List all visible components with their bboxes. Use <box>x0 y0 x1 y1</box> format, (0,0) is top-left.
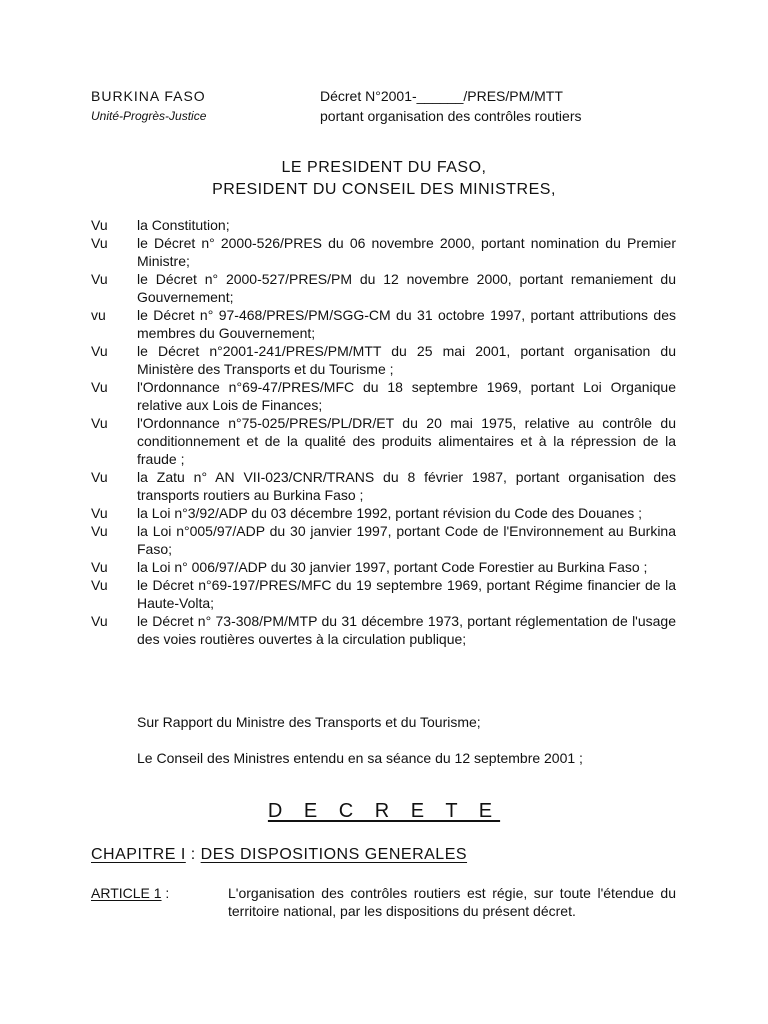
visa-text: l'Ordonnance n°69-47/PRES/MFC du 18 septembre 1969, portant Loi Organique relative aux Lois de Finances; <box>137 379 676 413</box>
decrete-heading: D E C R E T E <box>267 800 501 822</box>
visa-text: la Loi n° 006/97/ADP du 30 janvier 1997, portant Code Forestier au Burkina Faso ; <box>137 559 648 575</box>
visa-item <box>91 378 676 414</box>
chapter-label: CHAPITRE I <box>91 846 186 863</box>
decree-subject: portant organisation des contrôles routiers <box>320 108 582 124</box>
visa-label: Vu <box>91 505 108 521</box>
visa-label: Vu <box>91 613 108 629</box>
visa-text: la Loi n°005/97/ADP du 30 janvier 1997, portant Code de l'Environnement au Burkina Faso; <box>137 523 676 557</box>
visa-text: le Décret n°2001-241/PRES/PM/MTT du 25 mai 2001, portant organisation du Ministère des Transports et du Tourisme ; <box>137 343 676 377</box>
article-text: L'organisation des contrôles routiers est régie, sur toute l'étendue du territoire national, par les dispositions du présent décret. <box>228 885 676 919</box>
visa-text: le Décret n°69-197/PRES/MFC du 19 septembre 1969, portant Régime financier de la Haute-Volta; <box>137 577 676 611</box>
article-number: ARTICLE 1 <box>91 885 162 901</box>
visa-label: Vu <box>91 343 108 359</box>
visa-label: vu <box>91 307 106 323</box>
visa-item <box>91 522 676 558</box>
chapter-separator: : <box>185 846 201 863</box>
header-left <box>91 86 206 126</box>
visa-text: la Zatu n° AN VII-023/CNR/TRANS du 8 février 1987, portant organisation des transports routiers au Burkina Faso ; <box>137 469 676 503</box>
visa-label: Vu <box>91 523 108 539</box>
visa-item <box>91 612 676 648</box>
visa-label: Vu <box>91 469 108 485</box>
visa-item <box>91 216 676 234</box>
visa-item <box>91 414 676 468</box>
visa-item <box>91 468 676 504</box>
visa-label: Vu <box>91 559 108 575</box>
visa-text: le Décret n° 2000-526/PRES du 06 novembre 2000, portant nomination du Premier Ministre; <box>137 235 676 269</box>
visa-item <box>91 270 676 306</box>
visa-label: Vu <box>91 379 108 395</box>
chapter-heading <box>91 846 467 864</box>
visa-item <box>91 342 676 378</box>
country-name: BURKINA FASO <box>91 88 206 104</box>
article-label <box>91 884 228 920</box>
visa-label: Vu <box>91 415 108 431</box>
visa-item <box>91 576 676 612</box>
visas-list <box>91 216 676 648</box>
visa-text: le Décret n° 97-468/PRES/PM/SGG-CM du 31 octobre 1997, portant attributions des membres du Gouvernement; <box>137 307 676 341</box>
visa-text: le Décret n° 73-308/PM/MTP du 31 décembre 1973, portant réglementation de l'usage des voies routières ouvertes à la circulation publique; <box>137 613 676 647</box>
visa-text: l'Ordonnance n°75-025/PRES/PL/DR/ET du 20 mai 1975, relative au contrôle du conditionnement et de la qualité des produits alimentaires et à la répression de la fraude ; <box>137 415 676 467</box>
visa-label: Vu <box>91 217 108 233</box>
title-line-2: PRESIDENT DU CONSEIL DES MINISTRES, <box>212 181 556 198</box>
document-title <box>0 157 768 201</box>
visa-item <box>91 558 676 576</box>
visa-item <box>91 306 676 342</box>
visa-item <box>91 504 676 522</box>
title-line-1: LE PRESIDENT DU FASO, <box>281 159 487 176</box>
visa-label: Vu <box>91 271 108 287</box>
visa-text: la Constitution; <box>137 217 230 233</box>
council-paragraph: Le Conseil des Ministres entendu en sa séance du 12 septembre 2001 ; <box>137 750 583 766</box>
visa-text: la Loi n°3/92/ADP du 03 décembre 1992, portant révision du Code des Douanes ; <box>137 505 643 521</box>
header-right <box>320 86 581 126</box>
visa-label: Vu <box>91 577 108 593</box>
national-motto: Unité-Progrès-Justice <box>91 109 207 123</box>
visa-item <box>91 234 676 270</box>
visa-text: le Décret n° 2000-527/PRES/PM du 12 novembre 2000, portant remaniement du Gouvernement; <box>137 271 676 305</box>
decree-number: Décret N°2001-______/PRES/PM/MTT <box>320 88 563 104</box>
article-1 <box>91 884 676 920</box>
report-paragraph: Sur Rapport du Ministre des Transports et du Tourisme; <box>137 714 481 730</box>
chapter-title: DES DISPOSITIONS GENERALES <box>200 846 468 863</box>
visa-label: Vu <box>91 235 108 251</box>
article-separator: : <box>161 885 170 901</box>
